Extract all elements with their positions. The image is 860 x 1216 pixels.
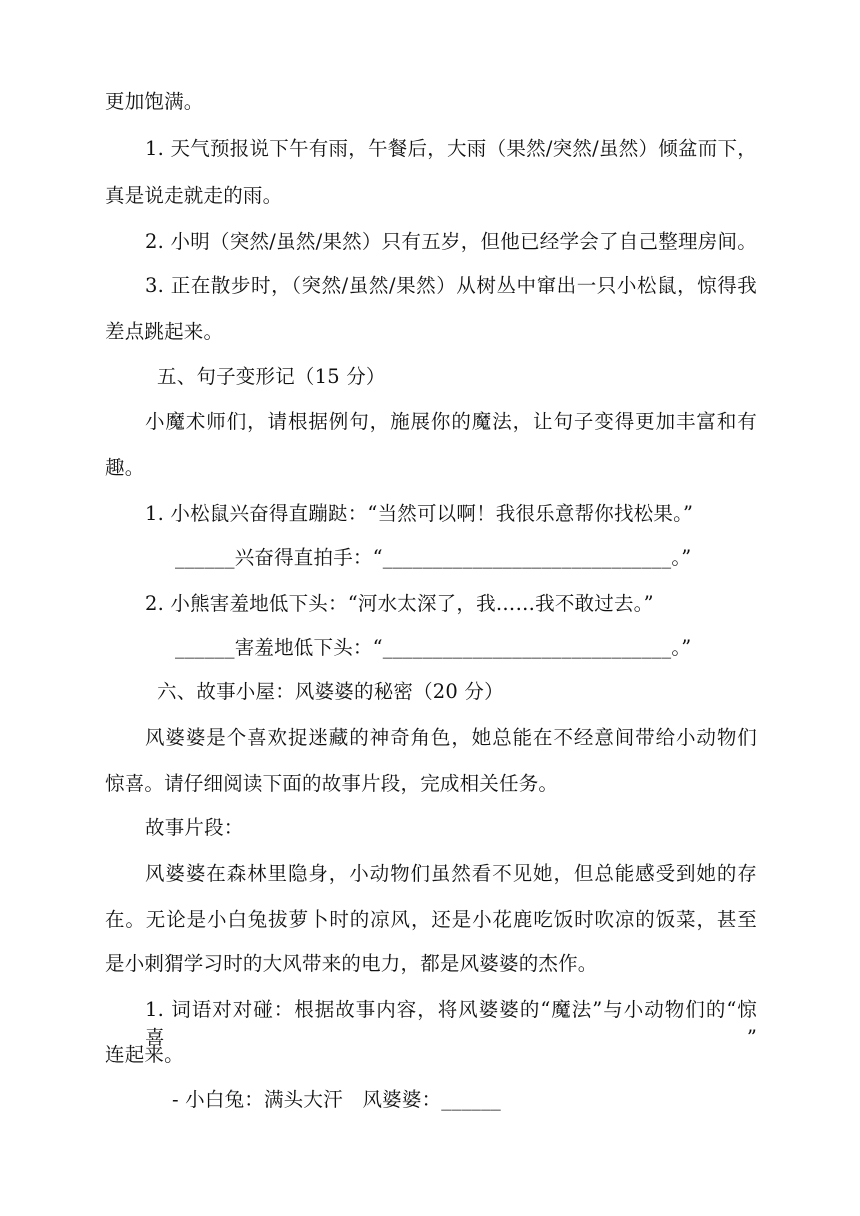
question-item: 2. 小明（突然/虽然/果然）只有五岁，但他已经学会了自己整理房间。 <box>145 230 757 253</box>
instruction-text: 小魔术师们，请根据例句，施展你的魔法，让句子变得更加丰富和有 <box>145 410 757 433</box>
text-line: 趣。 <box>105 456 145 479</box>
text-line: 更加饱满。 <box>105 90 204 113</box>
story-label: 故事片段： <box>145 816 244 839</box>
story-paragraph: 是小刺猬学习时的大风带来的电力，都是风婆婆的杰作。 <box>105 952 598 975</box>
text-line: 差点跳起来。 <box>105 320 224 343</box>
question-item: 3. 正在散步时，（突然/虽然/果然）从树丛中窜出一只小松鼠，惊得我 <box>145 274 757 297</box>
fill-blank-line: ______害羞地低下头：“_____________________________。” <box>175 636 692 659</box>
story-paragraph: 风婆婆在森林里隐身，小动物们虽然看不见她，但总能感受到她的存 <box>145 862 757 885</box>
text-line: 连起来。 <box>105 1043 184 1066</box>
text-line: 惊喜。请仔细阅读下面的故事片段，完成相关任务。 <box>105 772 559 795</box>
question-item: 1. 天气预报说下午有雨，午餐后，大雨（果然/突然/虽然）倾盆而下， <box>145 137 757 160</box>
example-sentence: 2. 小熊害羞地低下头：“河水太深了，我……我不敢过去。” <box>145 592 654 615</box>
section-heading: 五、句子变形记（15 分） <box>157 365 386 388</box>
example-sentence: 1. 小松鼠兴奋得直蹦跶：“当然可以啊！我很乐意帮你找松果。” <box>145 502 694 525</box>
fill-blank-line: ______兴奋得直拍手：“_____________________________。” <box>175 546 692 569</box>
matching-item: - 小白兔：满头大汗 风婆婆：______ <box>172 1088 501 1111</box>
story-paragraph: 在。无论是小白兔拔萝卜时的凉风，还是小花鹿吃饭时吹凉的饭菜，甚至 <box>105 908 757 931</box>
text-line: 真是说走就走的雨。 <box>105 184 283 207</box>
task-question: 1. 词语对对碰：根据故事内容，将风婆婆的“魔法”与小动物们的“惊喜” <box>145 998 757 1049</box>
story-intro: 风婆婆是个喜欢捉迷藏的神奇角色，她总能在不经意间带给小动物们 <box>145 726 757 749</box>
section-heading: 六、故事小屋：风婆婆的秘密（20 分） <box>157 680 504 703</box>
